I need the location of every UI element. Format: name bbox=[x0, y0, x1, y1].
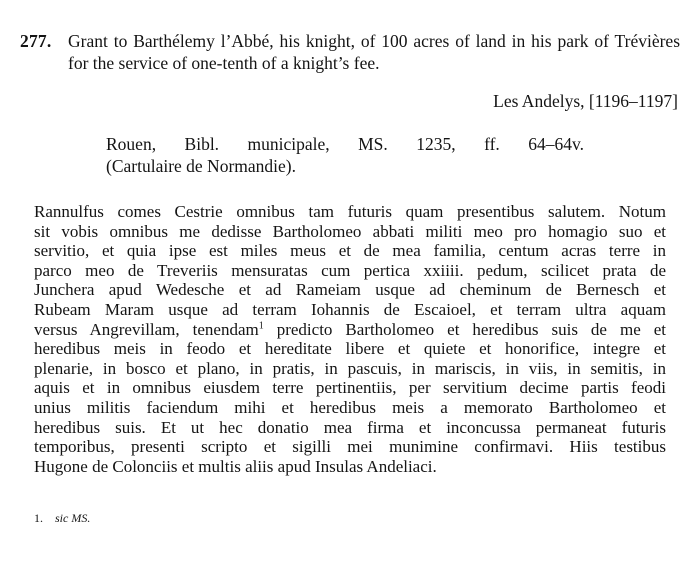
charter-line-14: Hugone de Colonciis et multis aliis apud Insulas Andeliaci. bbox=[34, 456, 437, 476]
charter-line-4: parco meo de Treveriis mensuratas cum pertica xxiiii. pedum, scilicet prata de bbox=[34, 260, 666, 280]
footnote-text: sic MS. bbox=[55, 511, 91, 525]
charter-line-3: servitio, et quia ipse est miles meus et de mea familia, centum acras terre in bbox=[34, 241, 666, 261]
footnote-reference: 1 bbox=[258, 319, 264, 331]
entry-summary: Grant to Barthélemy l’Abbé, his knight, of 100 acres of land in his park of Trévières for the service of one-tenth of a knight’s fee. bbox=[68, 31, 680, 73]
place-and-date: Les Andelys, [1196–1197] bbox=[493, 91, 678, 111]
charter-line-7-start: versus Angrevillam, tenendam bbox=[34, 319, 259, 339]
charter-line-10: aquis et in omnibus eiusdem terre pertinentiis, per servitium decime partis feodi bbox=[34, 378, 666, 398]
charter-line-13: temporibus, presenti scripto et sigilli mei munimine confirmavi. Hiis testibus bbox=[34, 437, 666, 457]
charter-line-7-end: predicto Bartholomeo et heredibus suis de me et bbox=[263, 319, 666, 339]
charter-line-5: Junchera apud Wedesche et ad Rameiam usque ad cheminum de Bernesch et bbox=[34, 280, 666, 300]
charter-line-11: unius militis faciendum mihi et heredibus meis a memorato Bartholomeo et bbox=[34, 397, 666, 417]
source-line-1: Rouen, Bibl. municipale, MS. 1235, ff. 64–64v. bbox=[106, 134, 584, 154]
charter-line-8: heredibus meis in feodo et hereditate libere et quiete et honorifice, integre et bbox=[34, 339, 666, 359]
footnote-mark: 1. bbox=[34, 511, 43, 525]
charter-line-1: Rannulfus comes Cestrie omnibus tam futuris quam presentibus salutem. Notum bbox=[34, 202, 666, 221]
charter-line-6: Rubeam Maram usque ad terram Iohannis de Escaioel, et terram ultra aquam bbox=[34, 299, 666, 319]
charter-line-2: sit vobis omnibus me dedisse Bartholomeo abbati militi meo pro homagio suo et bbox=[34, 221, 666, 241]
entry-number: 277. bbox=[20, 31, 52, 51]
charter-line-9: plenarie, in bosco et plano, in pratis, in pascuis, in mariscis, in viis, in semitis, in bbox=[34, 358, 666, 378]
source-line-2: (Cartulaire de Normandie). bbox=[106, 156, 296, 176]
footnote bbox=[34, 510, 90, 526]
charter-line-7 bbox=[34, 320, 666, 340]
charter-line-12: heredibus suis. Et ut hec donatio mea firma et inconcussa permaneat futuris bbox=[34, 417, 666, 437]
manuscript-source bbox=[106, 133, 584, 177]
charter-text bbox=[34, 202, 666, 476]
